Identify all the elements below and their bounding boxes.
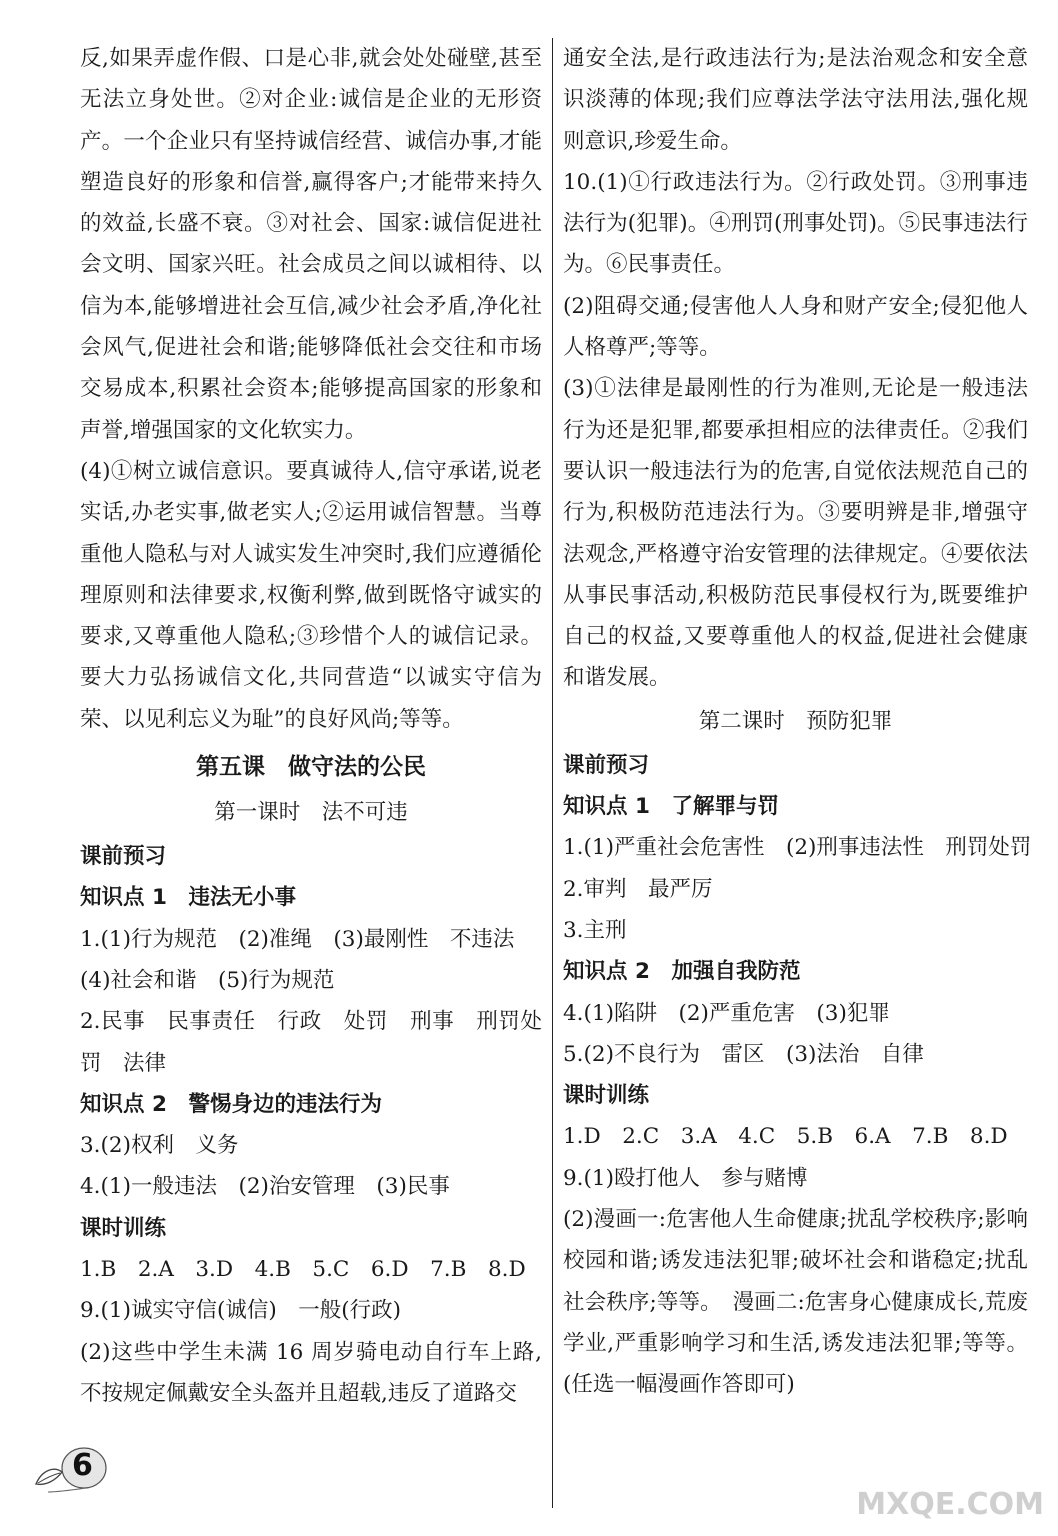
answer-line: 1.(1)行为规范 (2)准绳 (3)最刚性 不违法 xyxy=(80,926,515,952)
answer-line: 4.(1)陷阱 (2)严重危害 (3)犯罪 xyxy=(563,1000,890,1026)
answer-line: 9.(1)殴打他人 参与赌博 xyxy=(563,1165,808,1191)
paragraph: (2)漫画一:危害他人生命健康;扰乱学校秩序;影响校园和谐;诱发违法犯罪;破坏社会和谐稳定;扰乱社会秩序;等等。 漫画二:危害身心健康成长,荒废学业,严重影响学习和生活,诱发违法犯罪;等等。(任选一幅漫画作答即可) xyxy=(563,1207,1028,1398)
answer-line: 1.D 2.C 3.A 4.C 5.B 6.A 7.B 8.D xyxy=(563,1124,1008,1150)
section-title: 第一课时 法不可违 xyxy=(214,800,408,826)
paragraph: 反,如果弄虚作假、口是心非,就会处处碰壁,甚至无法立身处世。②对企业:诚信是企业的无形资产。一个企业只有坚持诚信经营、诚信办事,才能塑造良好的形象和信誉,赢得客户;才能带来持久的效益,长盛不衰。③对社会、国家:诚信促进社会文明、国家兴旺。社会成员之间以诚相待、以信为本,能够增进社会互信,减少社会矛盾,净化社会风气,促进社会和谐;能够降低社会交往和市场交易成本,积累社会资本;能够提高国家的形象和声誉,增强国家的文化软实力。 xyxy=(80,46,542,443)
answer-line: 4.(1)一般违法 (2)治安管理 (3)民事 xyxy=(80,1174,450,1200)
paragraph: (4)①树立诚信意识。要真诚待人,信守承诺,说老实话,办老实事,做老实人;②运用诚信智慧。当尊重他人隐私与对人诚实发生冲突时,我们应遵循伦理原则和法律要求,权衡利弊,做到既恪守诚实的要求,又尊重他人隐私;③珍惜个人的诚信记录。要大力弘扬诚信文化,共同营造“以诚实守信为荣、以见利忘义为耻”的良好风尚;等等。 xyxy=(80,458,542,732)
right-column xyxy=(563,38,1032,1406)
left-column xyxy=(80,38,542,1414)
section-heading: 课前预习 xyxy=(563,752,650,778)
paragraph: (3)①法律是最刚性的行为准则,无论是一般违法行为还是犯罪,都要承担相应的法律责任。②我们要认识一般违法行为的危害,自觉依法规范自己的行为,积极防范违法行为。③要明辨是非,增强守法观念,严格遵守治安管理的法律规定。④要依法从事民事活动,积极防范民事侵权行为,既要维护自己的权益,又要尊重他人的权益,促进社会健康和谐发展。 xyxy=(563,376,1028,691)
page-number: 6 xyxy=(72,1448,93,1483)
knowledge-point-heading: 知识点 2 加强自我防范 xyxy=(563,959,801,985)
paragraph: 通安全法,是行政违法行为;是法治观念和安全意识淡薄的体现;我们应尊法学法守法用法,强化规则意识,珍爱生命。 xyxy=(563,46,1028,154)
paragraph: (2)阻碍交通;侵害他人人身和财产安全;侵犯他人人格尊严;等等。 xyxy=(563,293,1028,361)
watermark-text: MXQE.COM xyxy=(856,1487,1044,1522)
answer-line: (4)社会和谐 (5)行为规范 xyxy=(80,967,335,993)
section-heading: 课时训练 xyxy=(563,1083,650,1109)
answer-line: 9.(1)诚实守信(诚信) 一般(行政) xyxy=(80,1298,402,1324)
answer-line: 5.(2)不良行为 雷区 (3)法治 自律 xyxy=(563,1041,924,1067)
answer-line: 3.(2)权利 义务 xyxy=(80,1133,239,1159)
page-number-badge xyxy=(28,1440,118,1500)
answer-line: (2)这些中学生未满 16 周岁骑电动自行车上路,不按规定佩戴安全头盔并且超载,违反了道路交 xyxy=(80,1339,542,1406)
lesson-title: 第五课 做守法的公民 xyxy=(196,754,426,781)
answer-line: 1.(1)严重社会危害性 (2)刑事违法性 刑罚处罚 xyxy=(563,835,1032,861)
paragraph: 10.(1)①行政违法行为。②行政处罚。③刑事违法行为(犯罪)。④刑罚(刑事处罚)。⑤民事违法行为。⑥民事责任。 xyxy=(563,169,1028,278)
answer-line: 2.审判 最严厉 xyxy=(563,876,713,902)
answer-line: 2.民事 民事责任 行政 处罚 刑事 刑罚处罚 法律 xyxy=(80,1009,542,1076)
section-title: 第二课时 预防犯罪 xyxy=(698,708,893,734)
knowledge-point-heading: 知识点 2 警惕身边的违法行为 xyxy=(80,1091,382,1117)
section-heading: 课时训练 xyxy=(80,1215,167,1241)
watermark xyxy=(856,1448,1048,1528)
section-heading: 课前预习 xyxy=(80,844,167,870)
answer-line: 1.B 2.A 3.D 4.B 5.C 6.D 7.B 8.D xyxy=(80,1257,526,1283)
knowledge-point-heading: 知识点 1 违法无小事 xyxy=(80,885,296,911)
column-divider xyxy=(552,38,553,1508)
knowledge-point-heading: 知识点 1 了解罪与罚 xyxy=(563,794,779,820)
answer-line: 3.主刑 xyxy=(563,917,627,943)
